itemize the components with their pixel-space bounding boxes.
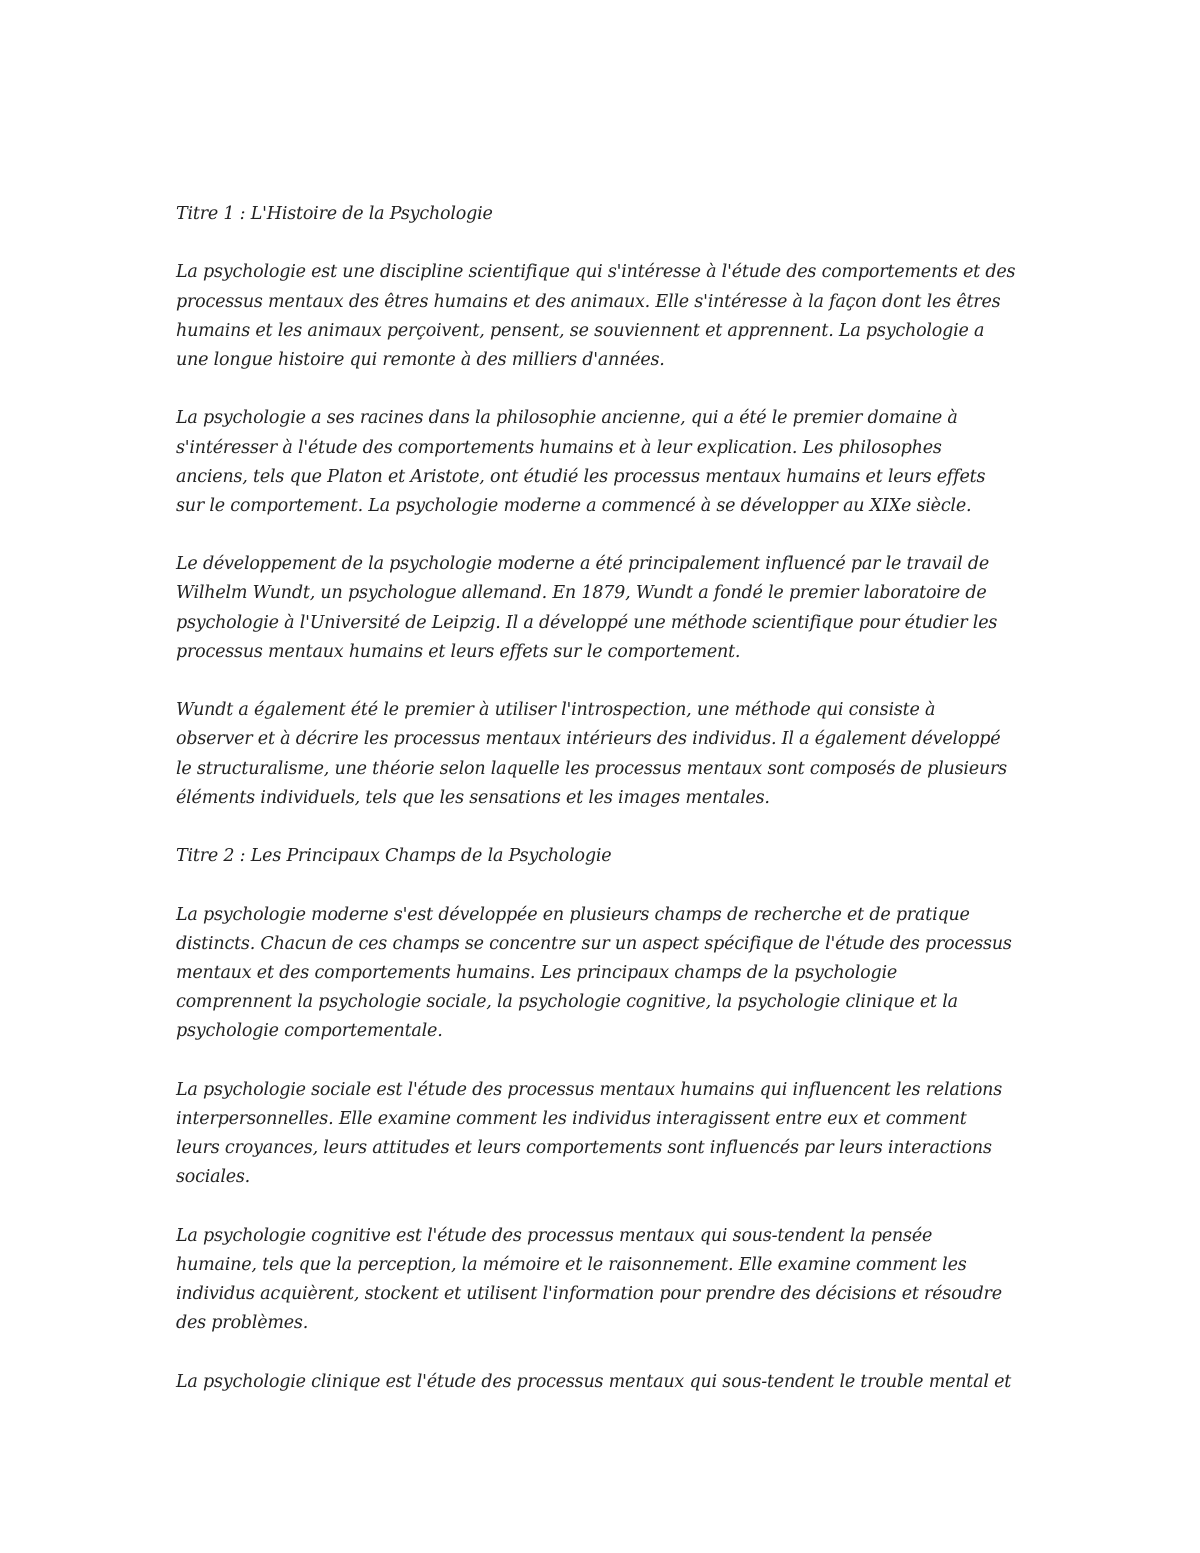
paragraph-line: des problèmes. xyxy=(176,1313,309,1334)
paragraph-line: psychologie comportementale. xyxy=(176,1021,443,1042)
paragraph-line: La psychologie clinique est l'étude des processus mentaux qui sous-tendent le trouble mental et xyxy=(176,1371,1012,1392)
paragraph xyxy=(176,1222,1036,1339)
paragraph-line: humaine, tels que la perception, la mémoire et le raisonnement. Elle examine comment les xyxy=(176,1254,967,1275)
heading-text: Titre 1 : L'Histoire de la Psychologie xyxy=(176,204,493,224)
heading-titre-2 xyxy=(176,842,1036,871)
paragraph-line: interpersonnelles. Elle examine comment les individus interagissent entre eux et comment xyxy=(176,1108,967,1129)
paragraph-line: comprennent la psychologie sociale, la psychologie cognitive, la psychologie clinique et la xyxy=(176,992,958,1013)
paragraph-line: Wilhelm Wundt, un psychologue allemand. En 1879, Wundt a fondé le premier laboratoire de xyxy=(176,583,987,604)
paragraph-line: individus acquièrent, stockent et utilisent l'information pour prendre des décisions et résoudre xyxy=(176,1283,1002,1304)
paragraph-line: processus mentaux des êtres humains et des animaux. Elle s'intéresse à la façon dont les êtres xyxy=(176,291,1001,312)
paragraph-line: La psychologie a ses racines dans la philosophie ancienne, qui a été le premier domaine à xyxy=(176,408,958,429)
paragraph xyxy=(176,1368,1036,1397)
paragraph xyxy=(176,901,1036,1047)
paragraph-line: observer et à décrire les processus mentaux intérieurs des individus. Il a également développé xyxy=(176,729,1001,750)
heading-text: Titre 2 : Les Principaux Champs de la Psychologie xyxy=(176,846,612,867)
paragraph-line: anciens, tels que Platon et Aristote, ont étudié les processus mentaux humains et leurs effets xyxy=(176,466,986,487)
paragraph xyxy=(176,550,1036,667)
paragraph xyxy=(176,696,1036,813)
document-body xyxy=(176,200,1036,1426)
paragraph-line: La psychologie est une discipline scientifique qui s'intéresse à l'étude des comportements et des xyxy=(176,262,1016,283)
paragraph-line: humains et les animaux perçoivent, pensent, se souviennent et apprennent. La psychologie a xyxy=(176,320,985,341)
paragraph-line: mentaux et des comportements humains. Les principaux champs de la psychologie xyxy=(176,962,898,983)
paragraph xyxy=(176,1076,1036,1193)
paragraph xyxy=(176,404,1036,521)
paragraph-line: Wundt a également été le premier à utiliser l'introspection, une méthode qui consiste à xyxy=(176,700,936,721)
paragraph-line: sociales. xyxy=(176,1167,251,1188)
paragraph xyxy=(176,258,1036,375)
paragraph-line: La psychologie sociale est l'étude des processus mentaux humains qui influencent les relations xyxy=(176,1079,1003,1100)
paragraph-line: La psychologie cognitive est l'étude des processus mentaux qui sous-tendent la pensée xyxy=(176,1225,933,1246)
paragraph-line: La psychologie moderne s'est développée en plusieurs champs de recherche et de pratique xyxy=(176,904,970,925)
paragraph-line: Le développement de la psychologie moderne a été principalement influencé par le travail de xyxy=(176,554,989,575)
paragraph-line: psychologie à l'Université de Leipzig. Il a développé une méthode scientifique pour étudier les xyxy=(176,612,998,633)
paragraph-line: sur le comportement. La psychologie moderne a commencé à se développer au XIXe siècle. xyxy=(176,495,972,516)
paragraph-line: s'intéresser à l'étude des comportements humains et à leur explication. Les philosophes xyxy=(176,437,942,458)
paragraph-line: distincts. Chacun de ces champs se concentre sur un aspect spécifique de l'étude des processus xyxy=(176,933,1012,954)
paragraph-line: leurs croyances, leurs attitudes et leurs comportements sont influencés par leurs interactions xyxy=(176,1138,992,1158)
paragraph-line: éléments individuels, tels que les sensations et les images mentales. xyxy=(176,787,770,808)
paragraph-line: une longue histoire qui remonte à des milliers d'années. xyxy=(176,349,665,370)
paragraph-line: processus mentaux humains et leurs effets sur le comportement. xyxy=(176,641,741,662)
paragraph-line: le structuralisme, une théorie selon laquelle les processus mentaux sont composés de plusieurs xyxy=(176,758,1007,779)
heading-titre-1 xyxy=(176,200,1036,229)
